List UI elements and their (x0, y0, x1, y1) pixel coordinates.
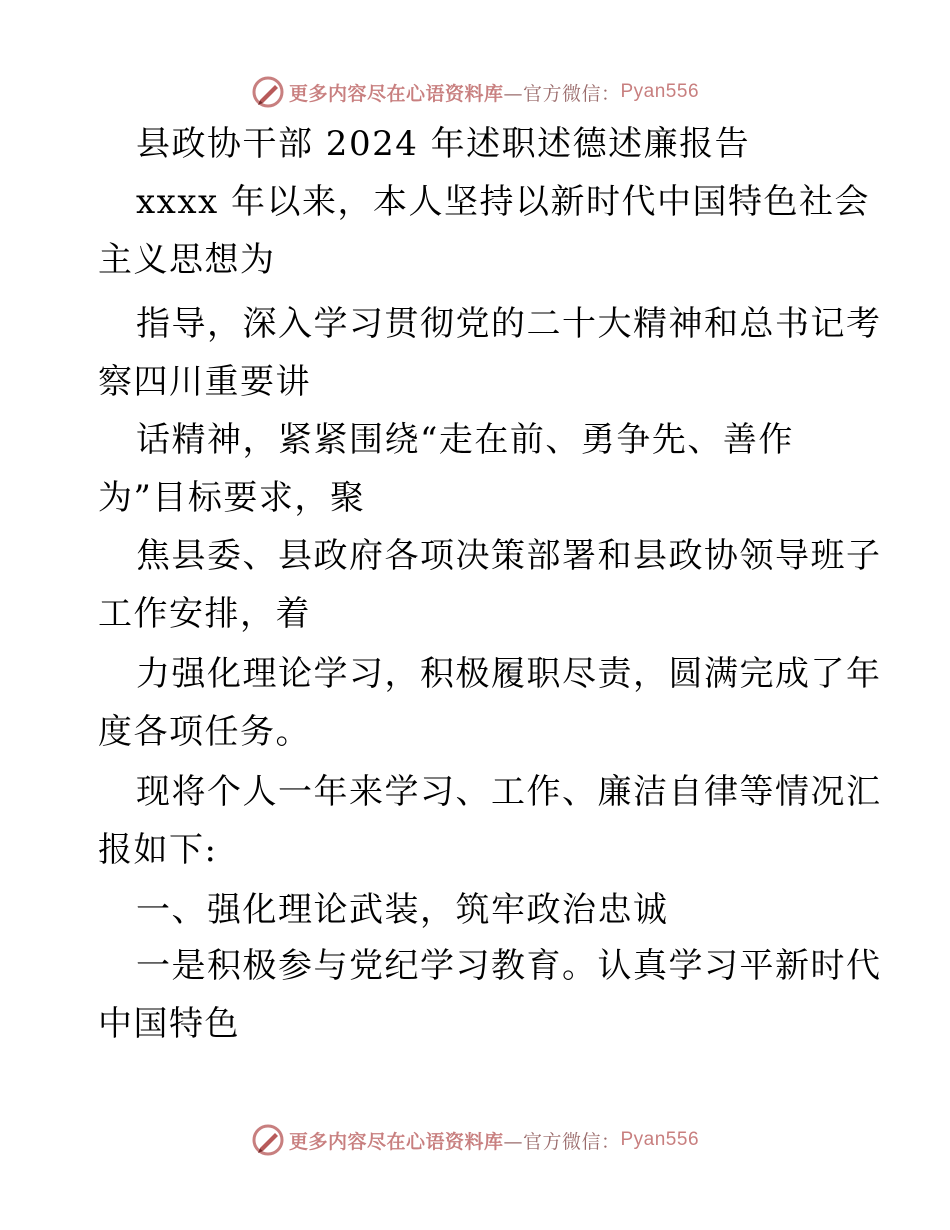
banner-text-library: 更多内容尽在心语资料库 (288, 82, 504, 105)
banner-text-library: 更多内容尽在心语资料库 (288, 1130, 504, 1153)
paragraph-line: 度各项任务。 (98, 712, 311, 752)
paragraph-line: 现将个人一年来学习、工作、廉洁自律等情况汇 (136, 772, 882, 812)
paragraph-line: 中国特色 (98, 1004, 240, 1044)
paragraph-line: 力强化理论学习，积极履职尽责，圆满完成了年 (136, 654, 882, 694)
paragraph-line: 话精神，紧紧围绕“走在前、勇争先、善作 (136, 420, 794, 460)
paragraph-line: 主义思想为 (98, 240, 276, 280)
pen-logo-icon (251, 75, 285, 109)
document-body (0, 116, 950, 1076)
banner-text-wechat-id: Pyan556 (620, 1129, 700, 1150)
paragraph-line: 一是积极参与党纪学习教育。认真学习平新时代 (136, 946, 882, 986)
header-watermark-banner (0, 70, 950, 114)
footer-watermark-banner (0, 1118, 950, 1162)
banner-text-wechat-label: —官方微信： (503, 82, 621, 105)
paragraph-line: 为”目标要求，聚 (98, 478, 366, 518)
document-title: 县政协干部 2024 年述职述德述廉报告 (136, 124, 751, 164)
paragraph-line: 工作安排，着 (98, 594, 311, 634)
paragraph-line: xxxx 年以来，本人坚持以新时代中国特色社会 (136, 182, 871, 222)
paragraph-line: 察四川重要讲 (98, 362, 311, 402)
banner-text-wechat-id: Pyan556 (620, 81, 700, 102)
pen-logo-icon (251, 1123, 285, 1157)
banner-text-wechat-label: —官方微信： (503, 1130, 621, 1153)
paragraph-line: 报如下: (98, 830, 218, 870)
section-heading: 一、强化理论武装，筑牢政治忠诚 (136, 890, 669, 930)
paragraph-line: 焦县委、县政府各项决策部署和县政协领导班子 (136, 536, 882, 576)
paragraph-line: 指导，深入学习贯彻党的二十大精神和总书记考 (136, 304, 882, 344)
